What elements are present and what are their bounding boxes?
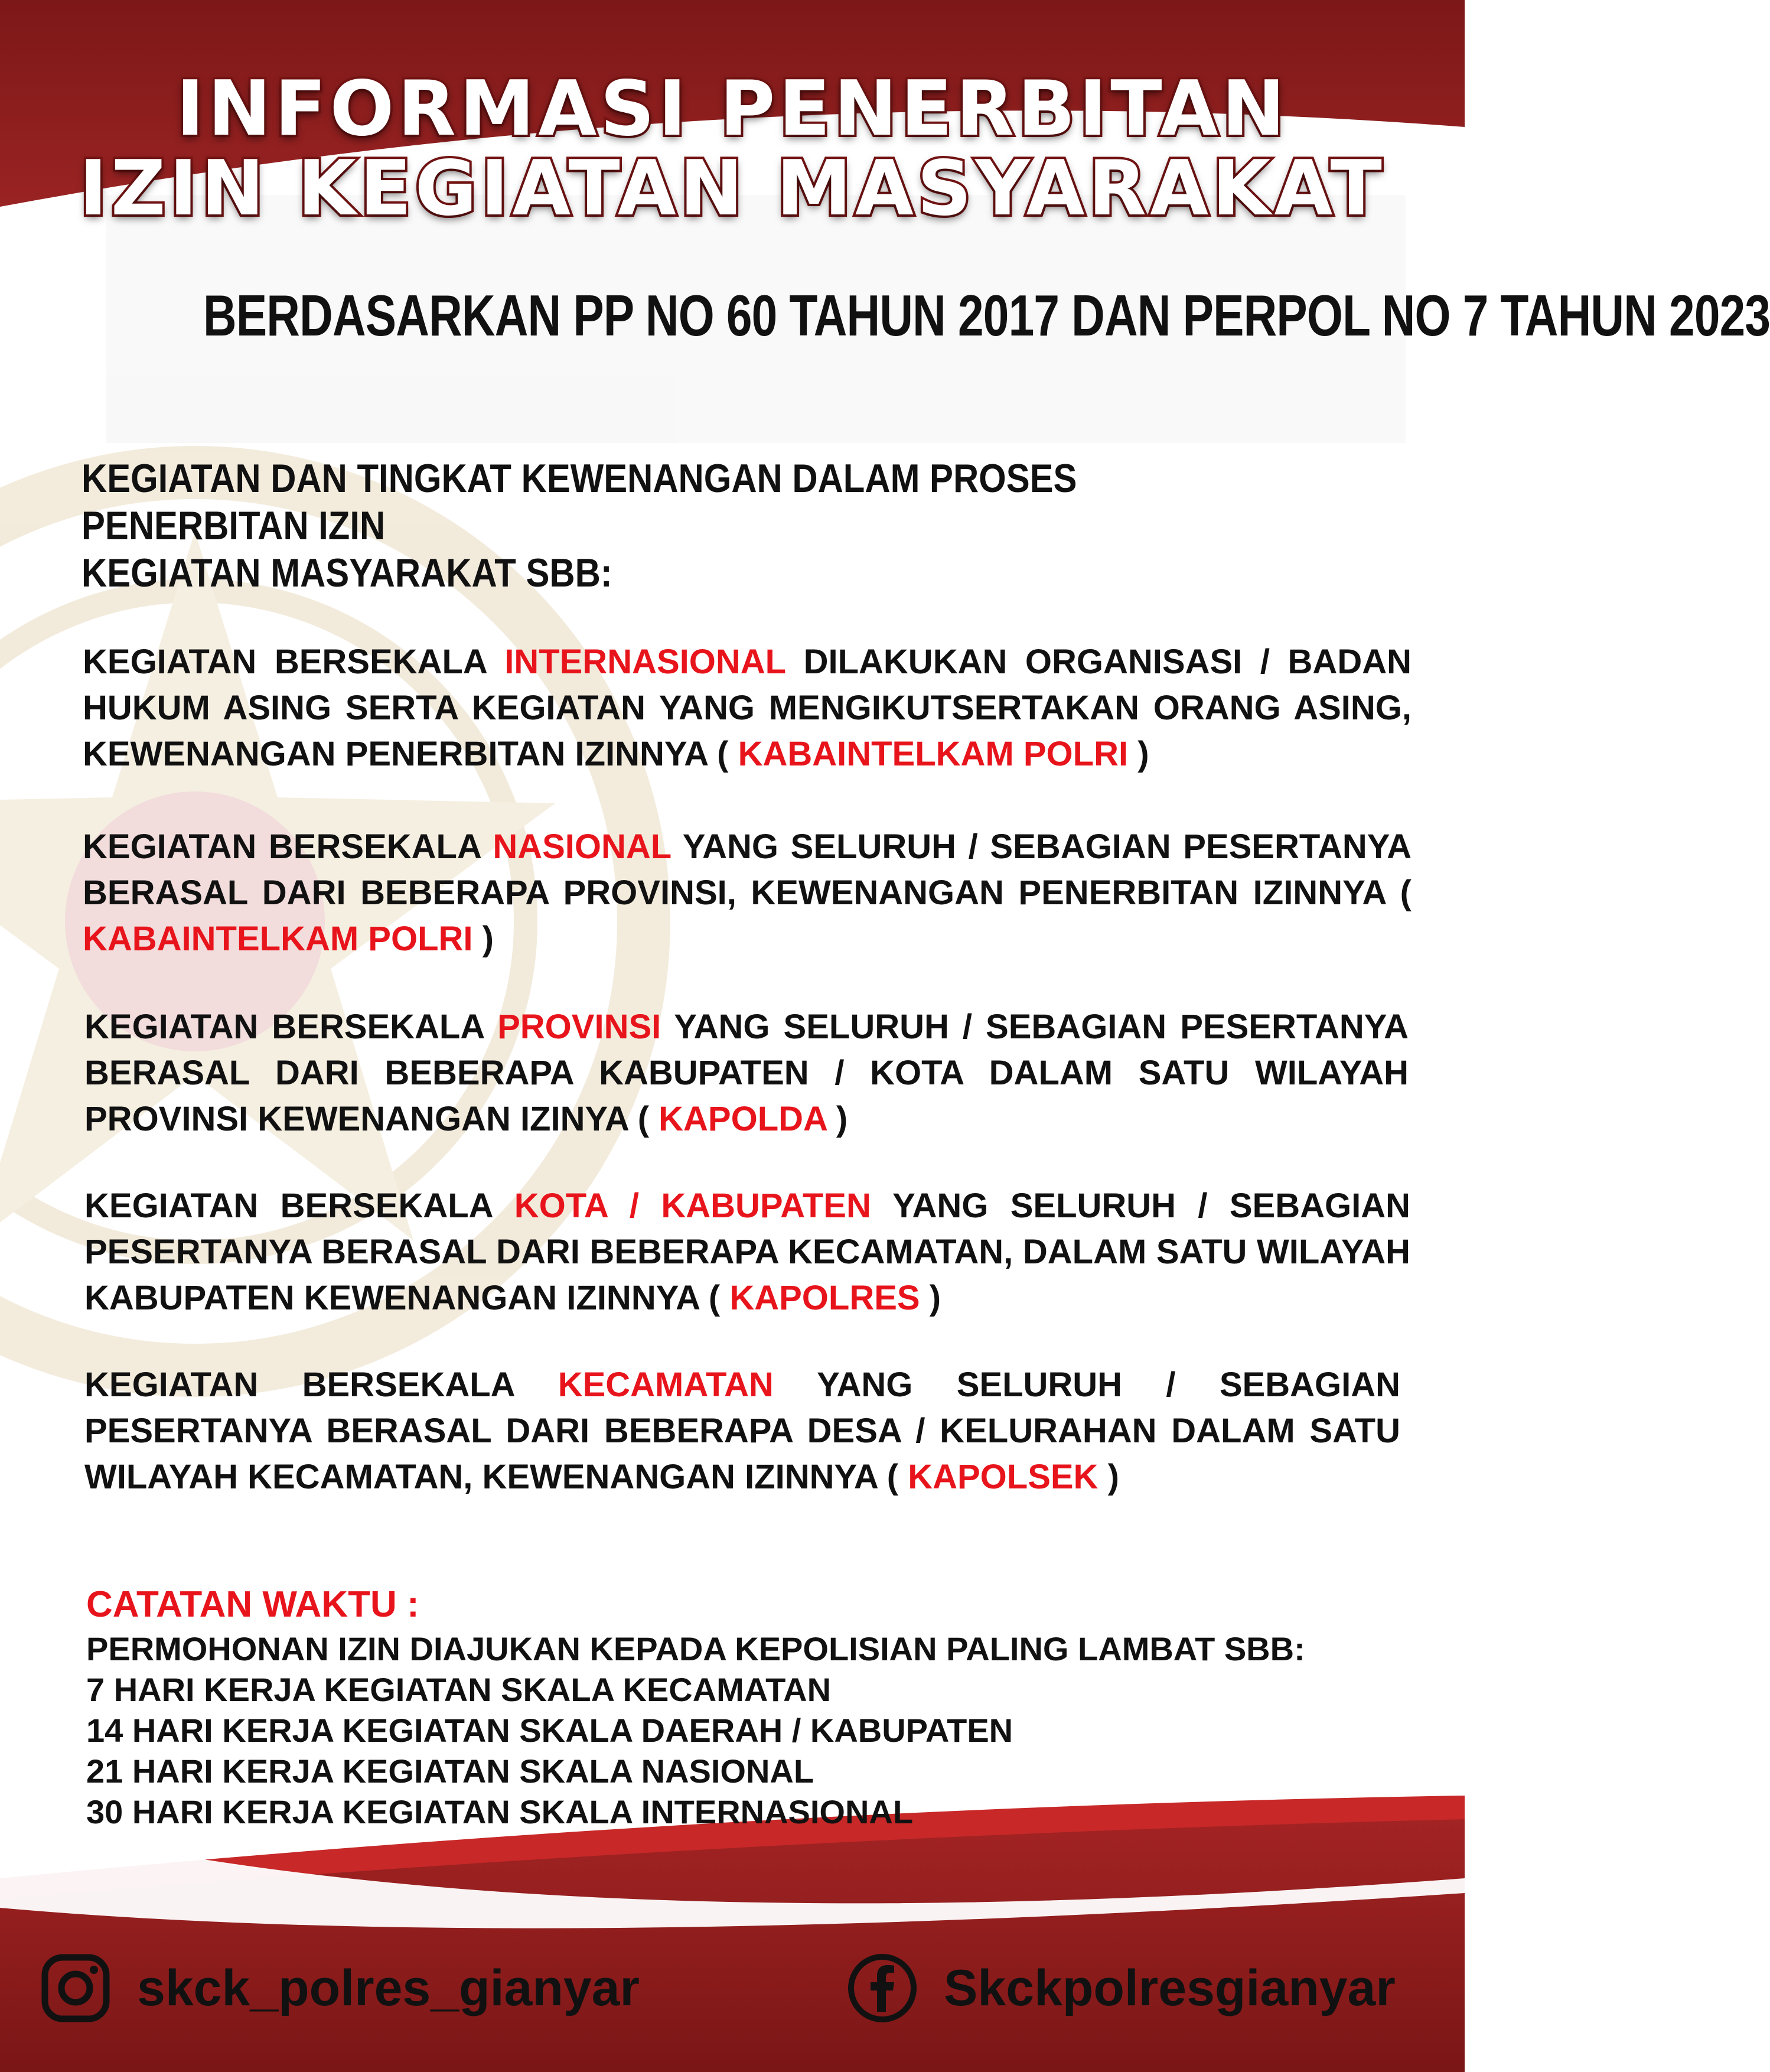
item-prefix: KEGIATAN BERSEKALA [84, 1008, 498, 1046]
intro-text [82, 455, 1246, 597]
item-text: YANG SELURUH / SEBAGIAN PESERTANYA BERASAL DARI BEBERAPA PROVINSI, KEWENANGAN PENERBITAN IZINNYA ( [83, 828, 1412, 912]
item-text: YANG SELURUH / SEBAGIAN PESERTANYA BERASAL DARI BEBERAPA KABUPATEN / KOTA DALAM SATU WILAYAH PROVINSI KEWENANGAN IZINYA ( [84, 1008, 1409, 1138]
item-scale: NASIONAL [493, 828, 672, 866]
activity-item-provinsi [84, 1004, 1409, 1142]
notes-line: 30 HARI KERJA KEGIATAN SKALA INTERNASIONAL [86, 1793, 914, 1830]
item-prefix: KEGIATAN BERSEKALA [83, 828, 493, 866]
item-scale: PROVINSI [497, 1008, 661, 1046]
instagram-handle: skck_polres_gianyar [137, 1959, 640, 2016]
notes-line: 21 HARI KERJA KEGIATAN SKALA NASIONAL [86, 1752, 814, 1790]
notes-line: 14 HARI KERJA KEGIATAN SKALA DAERAH / KABUPATEN [86, 1712, 1013, 1749]
item-suffix: ) [1098, 1458, 1119, 1496]
item-scale: KECAMATAN [558, 1366, 774, 1404]
legal-basis-subtitle: BERDASARKAN PP NO 60 TAHUN 2017 DAN PERPOL NO 7 TAHUN 2023 [203, 283, 1770, 348]
activity-item-nasional [83, 824, 1412, 962]
item-suffix: ) [920, 1279, 941, 1317]
page-title-line-1: INFORMASI PENERBITAN [176, 65, 1289, 153]
instagram-link[interactable] [40, 1953, 640, 2024]
item-authority: KABAINTELKAM POLRI [738, 735, 1129, 773]
item-authority: KAPOLRES [729, 1279, 920, 1317]
notes-line: PERMOHONAN IZIN DIAJUKAN KEPADA KEPOLISIAN PALING LAMBAT SBB: [86, 1630, 1305, 1667]
facebook-icon [847, 1953, 918, 2024]
time-notes [86, 1581, 1415, 1832]
item-text: YANG SELURUH / SEBAGIAN PESERTANYA BERASAL DARI BEBERAPA KECAMATAN, DALAM SATU WILAYAH KABUPATEN KEWENANGAN IZINNYA ( [84, 1187, 1410, 1317]
item-authority: KABAINTELKAM POLRI [83, 920, 473, 958]
activity-item-internasional [83, 639, 1412, 777]
intro-line-2: KEGIATAN MASYARAKAT SBB: [82, 550, 612, 595]
notes-title: CATATAN WAKTU : [86, 1584, 419, 1625]
item-prefix: KEGIATAN BERSEKALA [84, 1187, 514, 1225]
item-authority: KAPOLSEK [908, 1458, 1098, 1496]
item-scale: KOTA / KABUPATEN [514, 1187, 871, 1225]
item-text: YANG SELURUH / SEBAGIAN PESERTANYA BERASAL DARI BEBERAPA DESA / KELURAHAN DALAM SATU WILAYAH KECAMATAN, KEWENANGAN IZINNYA ( [84, 1366, 1400, 1496]
activity-item-kota-kabupaten [84, 1183, 1410, 1321]
instagram-icon [40, 1953, 111, 2024]
item-prefix: KEGIATAN BERSEKALA [83, 643, 505, 681]
item-scale: INTERNASIONAL [504, 643, 786, 681]
item-text: DILAKUKAN ORGANISASI / BADAN HUKUM ASING SERTA KEGIATAN YANG MENGIKUTSERTAKAN ORANG ASING, KEWENANGAN PENERBITAN IZINNYA ( [83, 643, 1412, 773]
item-authority: KAPOLDA [659, 1100, 827, 1138]
facebook-handle: Skckpolresgianyar [944, 1959, 1396, 2016]
item-prefix: KEGIATAN BERSEKALA [84, 1366, 558, 1404]
item-suffix: ) [826, 1100, 848, 1138]
activity-item-kecamatan [84, 1362, 1400, 1500]
facebook-link[interactable] [847, 1953, 1396, 2024]
item-suffix: ) [1128, 735, 1149, 773]
intro-line-1: KEGIATAN DAN TINGKAT KEWENANGAN DALAM PROSES PENERBITAN IZIN [82, 456, 1077, 548]
notes-line: 7 HARI KERJA KEGIATAN SKALA KECAMATAN [86, 1671, 832, 1708]
page-title-line-2: IZIN KEGIATAN MASYARAKAT [79, 145, 1386, 233]
item-suffix: ) [472, 920, 494, 958]
